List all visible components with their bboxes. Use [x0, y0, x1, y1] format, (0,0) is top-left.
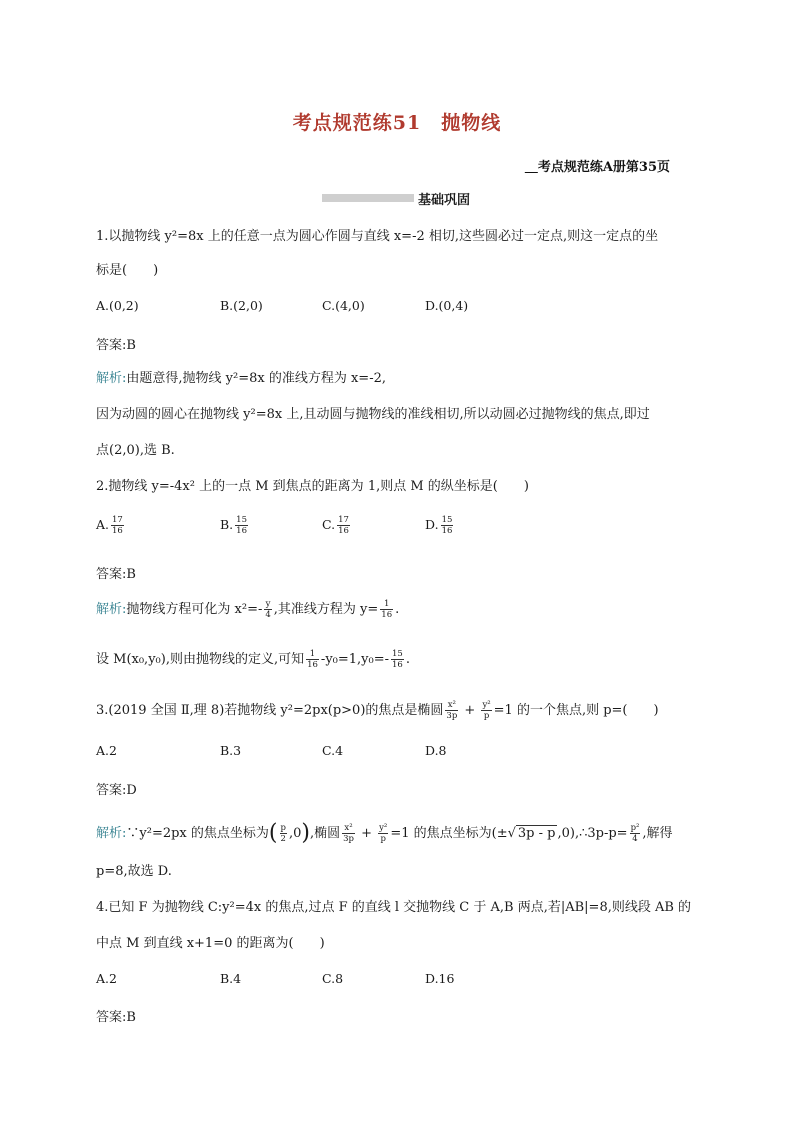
- q2-stem: 2.抛物线 y=-4x² 上的一点 M 到焦点的距离为 1,则点 M 的纵坐标是( ): [96, 479, 529, 494]
- q3-option-a: A.2: [96, 743, 117, 758]
- analysis-label: 解析:: [96, 371, 127, 386]
- q3-option-b: B.3: [220, 743, 242, 758]
- q2-option-b: B. $\frac{15}{16}$: [220, 515, 247, 536]
- q1-option-a: A.(0,2): [96, 298, 139, 313]
- q3-analysis-line2: p=8,故选 D.: [96, 864, 172, 879]
- q4-stem-line2: 中点 M 到直线 x+1=0 的距离为( ): [96, 936, 325, 951]
- q2-answer: 答案:B: [96, 567, 136, 582]
- q1-answer: [96, 334, 136, 353]
- q1-option-b: B.(2,0): [220, 298, 263, 313]
- q3-stem: 3.(2019 全国 Ⅱ,理 8)若抛物线 y²=2px(p>0)的焦点是椭圆 $\frac{\text{x²}}{3p}$ + $\frac{\text{y²}}{p}$ =1 的一个焦点,则 p=( ): [96, 700, 659, 721]
- q2-analysis-line2: 设 M(x₀,y₀),则由抛物线的定义,可知 $\frac{1}{16}$ -y₀=1,y₀=- $\frac{15}{16}$ .: [96, 649, 410, 670]
- q2-analysis-line1: 解析:抛物线方程可化为 x²=- $\frac{y}{4}$ ,其准线方程为 y= $\frac{1}{16}$ .: [96, 599, 400, 620]
- q2-option-a: A. $\frac{17}{16}$: [96, 515, 123, 536]
- q1-stem-line1: 1.以抛物线 y²=8x 上的任意一点为圆心作圆与直线 x=-2 相切,这些圆必过一定点,则这一定点的坐: [96, 229, 659, 244]
- q4-option-c: C.8: [322, 971, 344, 986]
- q1-option-d: D.(0,4): [425, 298, 469, 313]
- q4-option-a: A.2: [96, 971, 117, 986]
- reference-text: 考点规范练A册第35页: [537, 160, 670, 175]
- q2-option-c: C. $\frac{17}{16}$: [322, 515, 349, 536]
- q1-analysis-line1: 解析:由题意得,抛物线 y²=8x 的准线方程为 x=-2,: [96, 371, 386, 386]
- q4-option-d: D.16: [425, 971, 455, 986]
- q2-option-d: D. $\frac{15}{16}$: [425, 515, 453, 536]
- page-title: 考点规范练51 抛物线: [292, 112, 502, 134]
- q1-analysis-line3: 点(2,0),选 B.: [96, 443, 175, 458]
- q1-option-c: C.(4,0): [322, 298, 365, 313]
- reference-blank: [525, 160, 538, 175]
- q1-stem-line2: 标是( ): [96, 263, 159, 278]
- q4-stem-line1: 4.已知 F 为抛物线 C:y²=4x 的焦点,过点 F 的直线 l 交抛物线 C 于 A,B 两点,若|AB|=8,则线段 AB 的: [96, 900, 692, 915]
- answer-label: 答案:: [96, 338, 127, 353]
- q4-answer: 答案:B: [96, 1010, 136, 1025]
- section-bar: [322, 194, 414, 202]
- q4-option-b: B.4: [220, 971, 242, 986]
- q3-option-d: D.8: [425, 743, 447, 758]
- page-reference: [525, 156, 670, 175]
- answer-value: B: [126, 338, 136, 353]
- q1-analysis-line2: 因为动圆的圆心在抛物线 y²=8x 上,且动圆与抛物线的准线相切,所以动圆必过抛物线的焦点,即过: [96, 407, 650, 422]
- q3-option-c: C.4: [322, 743, 344, 758]
- section-title: 基础巩固: [418, 193, 471, 208]
- q3-analysis-line1: 解析:∵y²=2px 的焦点坐标为( $\frac{p}{2}$ ,0),椭圆 $\frac{\text{x²}}{3p}$ + $\frac{\text{y²}}{p}$ =1 的焦点坐标为(±√ 3p - p ,0),∴3p-p= $\frac{\text{p²}}{4}$ ,解得: [96, 820, 673, 846]
- q3-answer: 答案:D: [96, 783, 137, 798]
